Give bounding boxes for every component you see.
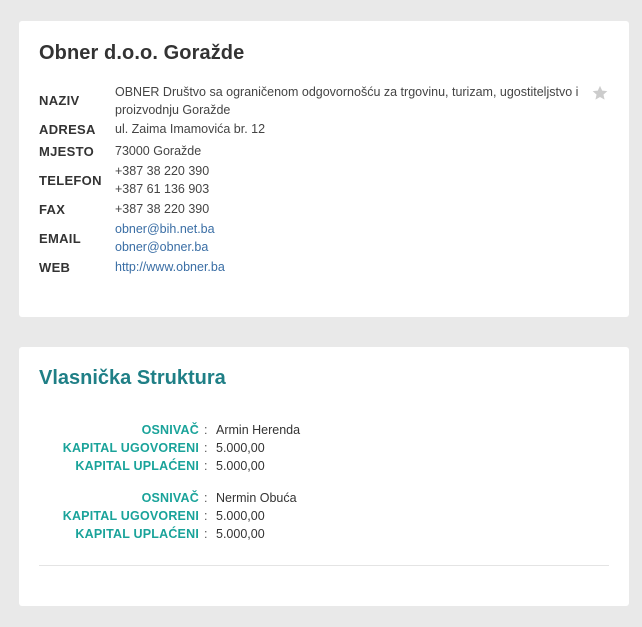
naziv-label: NAZIV: [39, 93, 80, 108]
naziv-value: OBNER Društvo sa ograničenom odgovornošću za trgovinu, turizam, ugostiteljstvo i proizvodnju Goražde: [115, 85, 579, 117]
kapital-ugovoreni-label: KAPITAL UGOVORENI: [62, 509, 199, 523]
email-label: EMAIL: [39, 231, 81, 246]
adresa-label: ADRESA: [39, 122, 96, 137]
kapital-uplaceni-row: [39, 527, 599, 545]
separator: :: [204, 509, 208, 523]
kapital-uplaceni-label: KAPITAL UPLAĆENI: [75, 459, 199, 473]
kapital-ugovoreni-row: [39, 441, 599, 459]
mjesto-label: MJESTO: [39, 144, 95, 159]
web-label: WEB: [39, 260, 71, 275]
email-values: [115, 220, 595, 256]
osnivac-label: OSNIVAČ: [141, 491, 199, 505]
separator: :: [204, 441, 208, 455]
owner-entry: [39, 491, 599, 545]
kapital-ugovoreni-label: KAPITAL UGOVORENI: [62, 441, 199, 455]
web-link[interactable]: http://www.obner.ba: [115, 260, 225, 274]
kapital-uplaceni-value: 5.000,00: [216, 459, 265, 473]
telefon-value: +387 38 220 390: [115, 164, 210, 178]
telefon-label: TELEFON: [39, 173, 102, 188]
telefon-values: [115, 162, 595, 198]
separator: :: [204, 527, 208, 541]
mjesto-value: 73000 Goražde: [115, 144, 202, 158]
telefon-value: +387 61 136 903: [115, 182, 210, 196]
osnivac-row: [39, 491, 599, 509]
company-info-card: [19, 21, 629, 317]
separator: :: [204, 423, 208, 437]
separator: :: [204, 459, 208, 473]
osnivac-row: [39, 423, 599, 441]
kapital-uplaceni-value: 5.000,00: [216, 527, 265, 541]
osnivac-name: Nermin Obuća: [216, 491, 297, 505]
web-value: [115, 258, 595, 276]
adresa-value: ul. Zaima Imamovića br. 12: [115, 122, 266, 136]
fax-label: FAX: [39, 202, 66, 217]
section-title: Vlasnička Struktura: [39, 367, 226, 389]
company-title: Obner d.o.o. Goražde: [39, 42, 245, 64]
email-link[interactable]: obner@bih.net.ba: [115, 222, 215, 236]
fax-value: +387 38 220 390: [115, 202, 210, 216]
osnivac-label: OSNIVAČ: [141, 423, 199, 437]
owner-entry: [39, 423, 599, 477]
separator: :: [204, 491, 208, 505]
osnivac-name: Armin Herenda: [216, 423, 301, 437]
kapital-uplaceni-label: KAPITAL UPLAĆENI: [75, 527, 199, 541]
email-link[interactable]: obner@obner.ba: [115, 240, 209, 254]
ownership-card: [19, 347, 629, 606]
divider: [39, 565, 609, 566]
kapital-ugovoreni-row: [39, 509, 599, 527]
kapital-uplaceni-row: [39, 459, 599, 477]
kapital-ugovoreni-value: 5.000,00: [216, 441, 265, 455]
kapital-ugovoreni-value: 5.000,00: [216, 509, 265, 523]
